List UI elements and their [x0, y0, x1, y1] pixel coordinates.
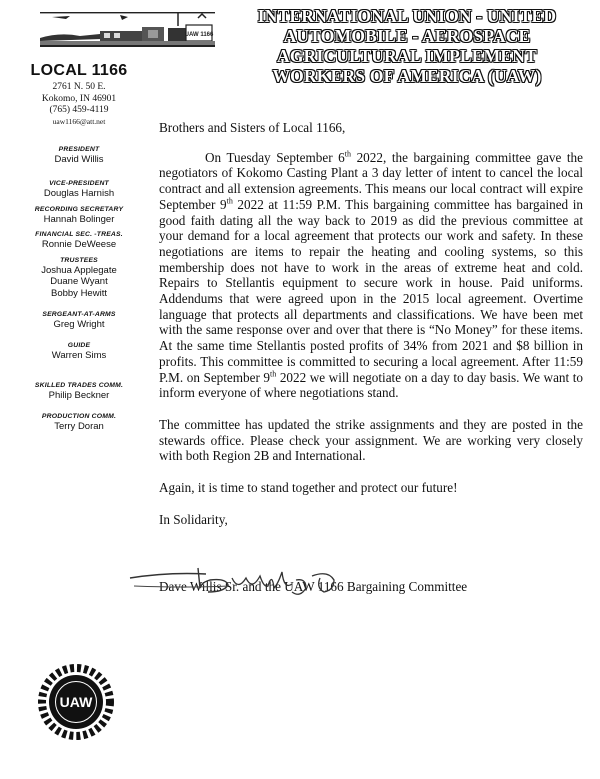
officer-name: Douglas Harnish [43, 188, 115, 199]
officer-name: Hannah Bolinger [43, 213, 115, 225]
p1-text-c: 2022 at 11:59 P.M. This bargaining committee has bargained in good faith dating all the way back to 2019 as did the previous committee at your demand for a local agreement that protects our work and safety. In these negotiations are items to repair the heating and cooling systems, so this membership does not have to work in the areas of extreme heat and cold. Repairs to Stellantis equipment to secure work in house. Paid uniforms. Addendums that were agreed upon in the 2015 local agreement. Overtime language that protects all departments and classifications. We have been met with the same response over and over that there is “No Money” for these items. At the same time Stellantis posted profits of 34% from 2021 and $8 billion in profits. This committee is committed to securing a local agreement. After 11:59 P.M. on September 9 [159, 196, 583, 385]
officer-role: TRUSTEES [60, 256, 98, 264]
p1-superscript-1: th [344, 149, 352, 159]
union-title-line-1: INTERNATIONAL UNION - UNITED [257, 6, 557, 26]
letter-paragraph-2: The committee has updated the strike assignments and they are posted in the stewards office. Please check your assignment. We are working very closely with both Region 2B and International. [159, 416, 583, 464]
officer-name: Bobby Hewitt [51, 287, 107, 299]
officer-name: Philip Beckner [48, 390, 110, 401]
officer-role: SKILLED TRADES COMM. [34, 382, 124, 389]
officer-role: PRODUCTION COMM. [41, 412, 117, 420]
officer-name: Joshua Applegate [41, 264, 117, 276]
letter-paragraph-3: Again, it is time to stand together and protect our future! [159, 480, 458, 496]
officer-role: FINANCIAL SEC. -TREAS. [35, 231, 123, 238]
officer-name: Terry Doran [54, 420, 104, 432]
sign-off: Dave Willis Sr. and the UAW 1166 Bargaining Committee [159, 579, 468, 595]
p1-superscript-3: th [270, 369, 277, 379]
officer-block-skilled-trades [8, 381, 150, 402]
officer-role: PRESIDENT [58, 145, 100, 153]
officer-block-production [8, 412, 150, 433]
officer-block-sergeant-at-arms [8, 310, 150, 331]
salutation: Brothers and Sisters of Local 1166, [159, 120, 346, 135]
officer-name: David Willis [54, 153, 104, 165]
p1-text-b: 2022, the bargaining committee gave the negotiators of Kokomo Casting Plant a 3 day letter of intent to cancel the local contract and all extension agreements. This means our local contract will expire September 9 [159, 149, 583, 212]
handwritten-signature [128, 558, 388, 602]
letter-paragraph-1 [159, 150, 583, 401]
closing: In Solidarity, [159, 511, 228, 527]
officer-role: GUIDE [67, 341, 91, 349]
officer-name: Ronnie DeWeese [41, 239, 117, 250]
officer-sidebar [8, 62, 150, 432]
p1-text-d: 2022 we will negotiate on a day to day basis. We want to inform everyone of where negotiations stand. [159, 369, 583, 401]
union-title [222, 6, 592, 86]
seal-text: UAW [59, 694, 93, 710]
officer-block-vice-president [8, 179, 150, 200]
union-title-line-4: WORKERS OF AMERICA (UAW) [272, 66, 542, 86]
officer-block-president [8, 145, 150, 166]
p1-superscript-2: th [226, 196, 233, 206]
officer-block-financial-secretary [8, 230, 150, 251]
officer-name: Greg Wright [53, 319, 105, 330]
officer-name: Warren Sims [51, 349, 107, 361]
email-address: uaw1166@att.net [52, 116, 106, 126]
phone-number: (765) 459-4119 [49, 105, 109, 115]
officer-role: RECORDING SECRETARY [34, 205, 124, 213]
officer-name: Duane Wyant [50, 276, 108, 287]
union-title-line-3: AGRICULTURAL IMPLEMENT [277, 46, 537, 66]
officer-block-guide [8, 341, 150, 362]
officer-role: SERGEANT-AT-ARMS [42, 311, 116, 318]
letter-body [159, 120, 583, 595]
plant-sign-text: UAW 1166 [184, 32, 214, 38]
p1-text-a: On Tuesday September 6 [205, 149, 345, 165]
union-title-line-2: AUTOMOBILE - AEROSPACE [283, 26, 531, 46]
address-line-1: 2761 N. 50 E. [52, 82, 106, 92]
officer-block-recording-secretary [8, 205, 150, 226]
officer-block-trustees [8, 256, 150, 300]
address-line-2: Kokomo, IN 46901 [41, 93, 117, 104]
officer-role: VICE-PRESIDENT [49, 180, 109, 187]
local-name: LOCAL 1166 [30, 62, 128, 79]
uaw-seal-icon [36, 662, 116, 742]
plant-illustration [40, 8, 215, 48]
